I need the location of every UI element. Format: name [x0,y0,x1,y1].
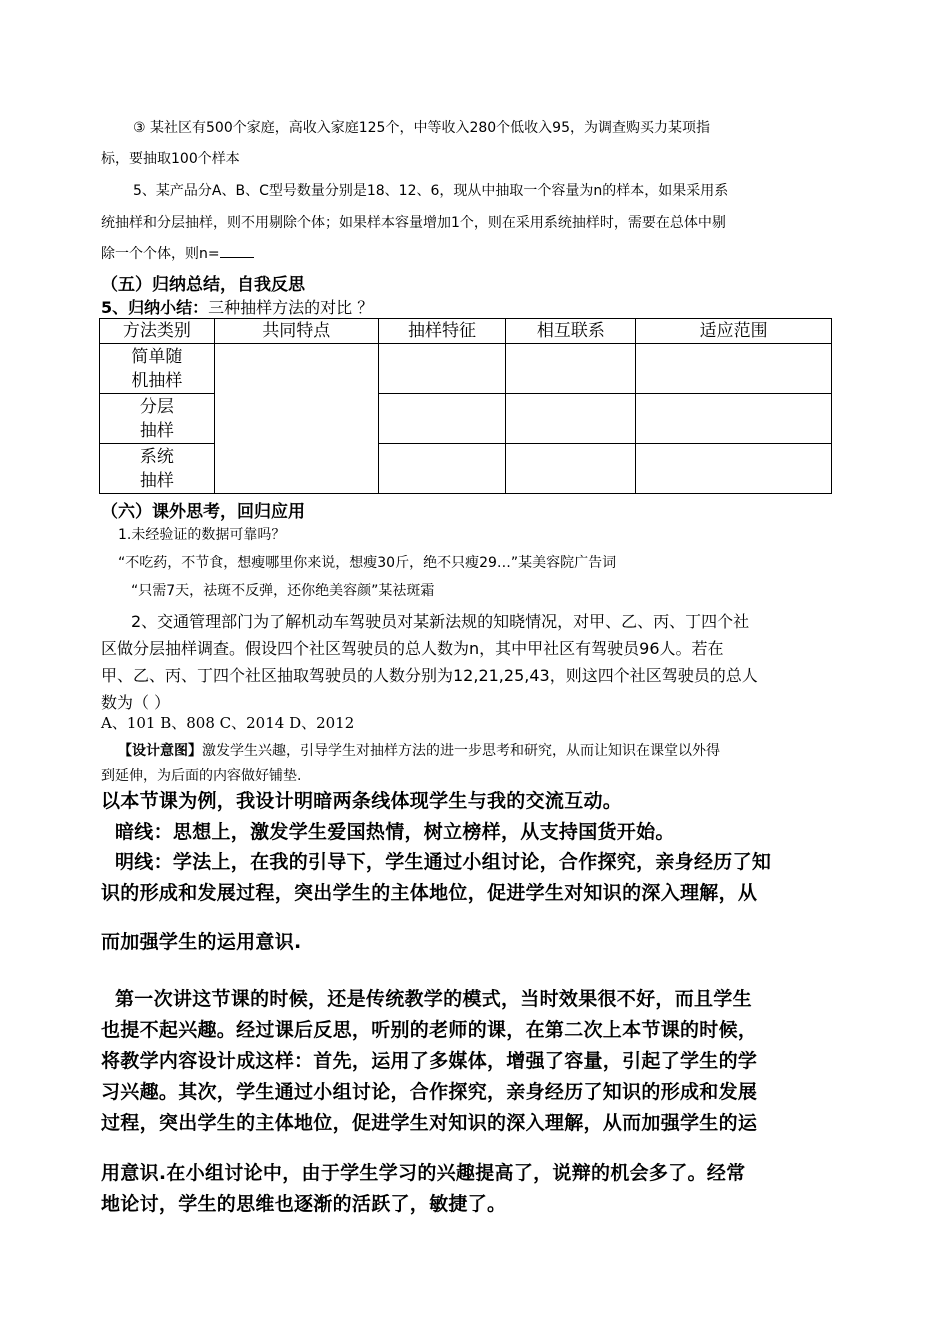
table-cell [636,394,832,444]
row-label-line: 抽样 [139,470,174,491]
reflection-line-1: 以本节课为例，我设计明暗两条线体现学生与我的交流互动。 [101,790,623,812]
problem-3-line-2: 标，要抽取100个样本 [101,151,240,167]
header-sampling-features: 抽样特征 [378,319,506,344]
question-2-line-1: 2、交通管理部门为了解机动车驾驶员对某新法规的知晓情况，对甲、乙、丙、丁四个社 [131,612,750,631]
problem-5-line-3 [101,243,254,263]
table-cell [506,394,636,444]
table-cell [506,444,636,494]
table-row [100,344,832,394]
row-label-line: 抽样 [139,420,174,441]
common-features-cell [214,344,378,494]
reflection-line-4: 识的形成和发展过程，突出学生的主体地位，促进学生对知识的深入理解，从 [101,882,758,904]
problem-5-line-2: 统抽样和分层抽样，则不用剔除个体；如果样本容量增加1个，则在采用系统抽样时，需要在总体中剔 [101,215,726,231]
summary-text: 三种抽样方法的对比 ？ [208,298,374,317]
answer-blank [220,243,254,258]
reflection-line-3: 明线：学法上，在我的引导下，学生通过小组讨论，合作探究，亲身经历了知 [115,851,772,873]
reflection-line-9: 习兴趣。其次，学生通过小组讨论，合作探究，亲身经历了知识的形成和发展 [101,1081,758,1103]
summary-label: 5、归纳小结： [101,298,209,317]
reflection-line-6: 第一次讲这节课的时候，还是传统教学的模式，当时效果很不好，而且学生 [115,988,752,1010]
header-method-type: 方法类别 [100,319,215,344]
header-relations: 相互联系 [506,319,636,344]
question-1: 1.未经验证的数据可靠吗？ [118,527,286,543]
question-2-line-3: 甲、乙、丙、丁四个社区抽取驾驶员的人数分别为12,21,25,43，则这四个社区驾驶员的总人 [101,666,758,685]
comparison-table [99,318,832,494]
row-label-line: 简单随 [131,346,183,367]
row-label-line: 分层 [139,396,174,417]
row-label-line: 系统 [139,446,174,467]
table-cell [378,444,506,494]
problem-5-line-3-text: 除一个个体，则n= [101,246,220,262]
reflection-line-2: 暗线：思想上，激发学生爱国热情，树立榜样，从支持国货开始。 [115,821,675,843]
design-intent-line-1 [118,740,720,760]
design-intent-text: 激发学生兴趣，引导学生对抽样方法的进一步思考和研究，从而让知识在课堂以外得 [202,743,720,759]
reflection-line-11: 用意识.在小组讨论中，由于学生学习的兴趣提高了，说辩的机会多了。经常 [101,1162,746,1184]
summary-line [101,295,373,318]
table-cell [636,444,832,494]
row-label-simple-random [100,344,215,394]
section-6-heading: （六）课外思考，回归应用 [101,502,305,522]
header-common-features: 共同特点 [214,319,378,344]
problem-3-line-1: ③ 某社区有500个家庭，高收入家庭125个，中等收入280个低收入95，为调查购买力某项指 [133,120,710,136]
table-cell [636,344,832,394]
reflection-line-7: 也提不起兴趣。经过课后反思，听别的老师的课，在第二次上本节课的时候， [101,1019,758,1041]
reflection-line-10: 过程，突出学生的主体地位，促进学生对知识的深入理解，从而加强学生的运 [101,1112,758,1134]
table-cell [378,344,506,394]
design-intent-line-2: 到延伸，为后面的内容做好铺垫. [101,768,302,784]
problem-5-line-1: 5、某产品分A、B、C型号数量分别是18、12、6，现从中抽取一个容量为n的样本，如果采用系 [133,183,729,199]
section-5-heading: （五）归纳总结，自我反思 [101,275,305,295]
table-row [100,444,832,494]
header-applicable-scope: 适应范围 [636,319,832,344]
ad-quote-2: “只需7天，祛斑不反弹，还你绝美容颜”某祛斑霜 [131,583,435,599]
table-row [100,394,832,444]
question-2-line-4: 数为（ ） [101,693,171,712]
design-intent-label: 【设计意图】 [118,743,202,759]
answer-options: A、101 B、808 C、2014 D、2012 [101,714,355,732]
question-2-line-2: 区做分层抽样调查。假设四个社区驾驶员的总人数为n，其中甲社区有驾驶员96人。若在 [101,639,724,658]
reflection-line-12: 地论讨，学生的思维也逐渐的活跃了，敏捷了。 [101,1193,507,1215]
reflection-line-5: 而加强学生的运用意识. [101,931,302,953]
reflection-line-8: 将教学内容设计成这样：首先，运用了多媒体，增强了容量，引起了学生的学 [101,1050,758,1072]
row-label-systematic [100,444,215,494]
table-header-row [100,319,832,344]
row-label-stratified [100,394,215,444]
row-label-line: 机抽样 [131,370,183,391]
ad-quote-1: “不吃药，不节食，想瘦哪里你来说，想瘦30斤，绝不只瘦29…”某美容院广告词 [118,555,617,571]
table-cell [506,344,636,394]
table-cell [378,394,506,444]
